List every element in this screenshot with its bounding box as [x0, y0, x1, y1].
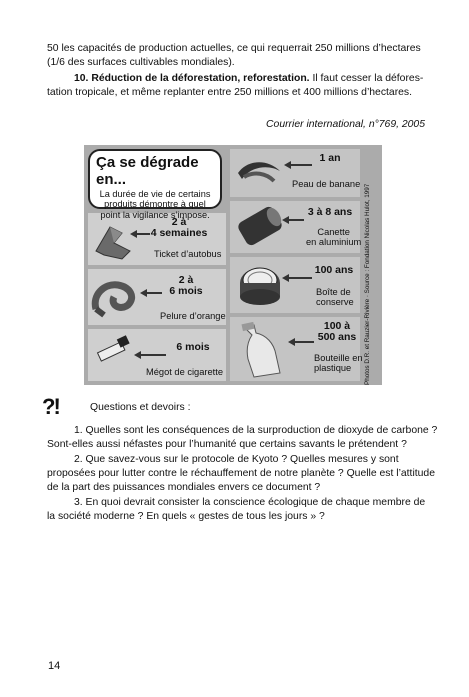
cigarette-butt-icon: [94, 335, 136, 375]
duration-banana: 1 an: [319, 152, 341, 164]
label-cigarette: Mégot de cigarette: [146, 367, 224, 377]
arrow-icon: [288, 277, 312, 279]
arrow-icon: [294, 341, 314, 343]
arrow-icon: [140, 354, 166, 356]
question-2-line: de la part des puissances mondiales envers ce document ?: [47, 482, 321, 493]
duration-bottle: 100 à 500 ans: [317, 320, 357, 343]
duration-cigarette: 6 mois: [176, 341, 210, 353]
infographic-header: [88, 149, 222, 220]
body-text-line: (1/6 des surfaces cultivables mondiales).: [47, 57, 235, 68]
duration-bus-ticket: 2 à 4 semaines: [150, 216, 208, 239]
arrow-icon: [136, 233, 150, 235]
photo-credit: Photos D.R. et Rauzier-Rivière · Source : Fondation Nicolas Hulot, 1997: [364, 183, 371, 385]
label-orange-peel: Pelure d’orange: [160, 311, 226, 321]
aluminium-can-icon: [234, 205, 286, 249]
bus-ticket-icon: [92, 221, 136, 261]
body-text-line: tation tropicale, et même replanter entre 250 millions et 400 millions d’hectares.: [47, 87, 413, 98]
question-1-line: Sont-elles aussi néfastes pour l’humanité que certains savants le prétendent ?: [47, 439, 407, 450]
item-10-paragraph: [74, 72, 423, 86]
plastic-bottle-icon: [236, 321, 290, 379]
source-citation: Courrier international, n°769, 2005: [266, 119, 425, 130]
label-bottle: Bouteille en plastique: [314, 353, 363, 373]
duration-tin: 100 ans: [314, 264, 354, 276]
infographic-title: Ça se dégrade en...: [96, 154, 199, 188]
label-banana: Peau de banane: [292, 179, 361, 189]
orange-peel-icon: [90, 275, 146, 319]
arrow-icon: [288, 219, 304, 221]
item-10-title: 10. Réduction de la déforestation, reforestation.: [74, 73, 310, 84]
duration-orange-peel: 2 à 6 mois: [169, 274, 203, 297]
questions-heading: Questions et devoirs :: [90, 402, 191, 413]
duration-can: 3 à 8 ans: [307, 206, 353, 218]
arrow-icon: [290, 164, 312, 166]
question-exclamation-icon: ?!: [42, 394, 59, 419]
page-number: 14: [48, 660, 61, 672]
question-3-line: 3. En quoi devrait consister la conscience écologique de chaque membre de: [74, 497, 426, 508]
question-1-line: 1. Quelles sont les conséquences de la surproduction de dioxyde de carbone ?: [74, 425, 438, 436]
degradation-infographic: [84, 145, 382, 385]
label-can: Canette en aluminium: [306, 227, 362, 247]
question-2-line: proposées pour lutter contre le réchauffement de notre planète ? Quelle est l’attitude: [47, 468, 435, 479]
body-text-line: 50 les capacités de production actuelles, ce qui requerrait 250 millions d’hectares: [47, 43, 421, 54]
label-bus-ticket: Ticket d’autobus: [154, 249, 222, 259]
infographic-subtitle: La durée de vie de certains produits démontre à quel point la vigilance s’impose.: [99, 189, 211, 220]
tin-can-icon: [236, 263, 284, 309]
item-10-text: Il faut cesser la défores-: [309, 73, 424, 84]
question-2-line: 2. Que savez-vous sur le protocole de Kyoto ? Quelles mesures y sont: [74, 454, 399, 465]
banana-peel-icon: [234, 151, 284, 191]
arrow-icon: [146, 292, 162, 294]
label-tin: Boîte de conserve: [316, 287, 354, 307]
question-3-line: la société moderne ? En quels « gestes de tous les jours » ?: [47, 511, 325, 522]
